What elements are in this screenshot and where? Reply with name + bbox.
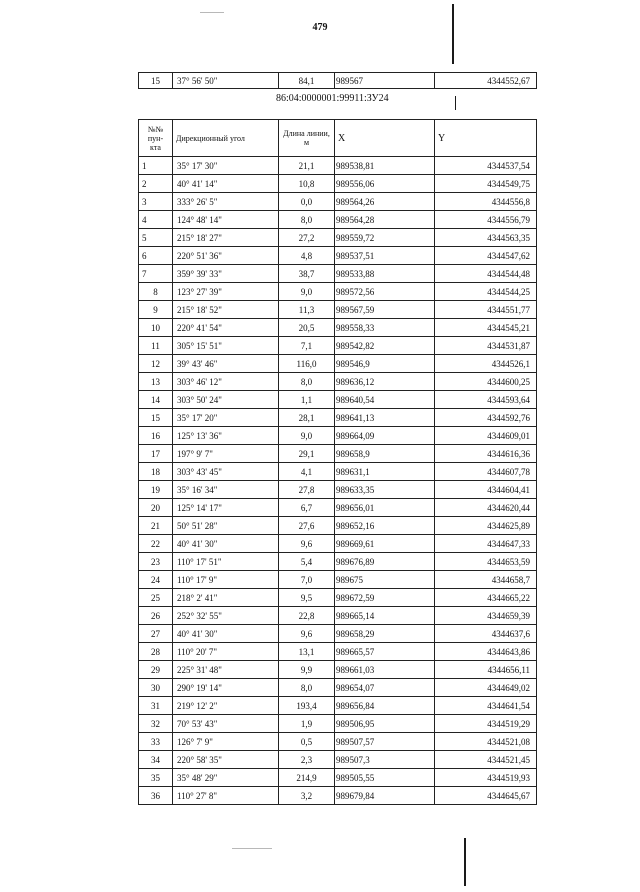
point-number: 15 <box>139 73 173 89</box>
direction-angle: 359° 39' 33" <box>173 265 279 283</box>
coord-x: 989656,84 <box>335 697 435 715</box>
coord-x: 989533,88 <box>335 265 435 283</box>
coord-x: 989654,07 <box>335 679 435 697</box>
line-length: 84,1 <box>279 73 335 89</box>
coord-y: 4344616,36 <box>435 445 537 463</box>
coord-x: 989658,9 <box>335 445 435 463</box>
point-number: 21 <box>139 517 173 535</box>
coord-x: 989507,3 <box>335 751 435 769</box>
direction-angle: 305° 15' 51" <box>173 337 279 355</box>
line-length: 8,0 <box>279 373 335 391</box>
coord-x: 989567,59 <box>335 301 435 319</box>
point-number: 2 <box>139 175 173 193</box>
table-row <box>139 535 537 553</box>
point-number: 33 <box>139 733 173 751</box>
line-length: 10,8 <box>279 175 335 193</box>
coord-x: 989652,16 <box>335 517 435 535</box>
direction-angle: 39° 43' 46" <box>173 355 279 373</box>
point-number: 16 <box>139 427 173 445</box>
point-number: 32 <box>139 715 173 733</box>
direction-angle: 110° 17' 9" <box>173 571 279 589</box>
point-number: 5 <box>139 229 173 247</box>
line-length: 9,9 <box>279 661 335 679</box>
direction-angle: 290° 19' 14" <box>173 679 279 697</box>
point-number: 10 <box>139 319 173 337</box>
coord-y: 4344643,86 <box>435 643 537 661</box>
direction-angle: 40° 41' 30" <box>173 625 279 643</box>
line-length: 214,9 <box>279 769 335 787</box>
point-number: 34 <box>139 751 173 769</box>
line-length: 38,7 <box>279 265 335 283</box>
coord-y: 4344563,35 <box>435 229 537 247</box>
table-row <box>139 751 537 769</box>
direction-angle: 35° 48' 29" <box>173 769 279 787</box>
table-row <box>139 643 537 661</box>
direction-angle: 220° 41' 54" <box>173 319 279 337</box>
coord-y: 4344604,41 <box>435 481 537 499</box>
coord-y: 4344647,33 <box>435 535 537 553</box>
line-length: 0,0 <box>279 193 335 211</box>
point-number: 27 <box>139 625 173 643</box>
line-length: 7,0 <box>279 571 335 589</box>
line-length: 21,1 <box>279 157 335 175</box>
direction-angle: 215° 18' 52" <box>173 301 279 319</box>
line-length: 27,2 <box>279 229 335 247</box>
table-row <box>139 787 537 805</box>
direction-angle: 124° 48' 14" <box>173 211 279 229</box>
point-number: 25 <box>139 589 173 607</box>
coord-y: 4344547,62 <box>435 247 537 265</box>
coord-x: 989542,82 <box>335 337 435 355</box>
table-row <box>139 463 537 481</box>
coord-y: 4344653,59 <box>435 553 537 571</box>
direction-angle: 35° 17' 30" <box>173 157 279 175</box>
scan-edge-line <box>452 4 454 64</box>
line-length: 9,0 <box>279 283 335 301</box>
line-length: 9,6 <box>279 535 335 553</box>
coord-x: 989558,33 <box>335 319 435 337</box>
point-number: 6 <box>139 247 173 265</box>
coord-x: 989507,57 <box>335 733 435 751</box>
coord-y: 4344609,01 <box>435 427 537 445</box>
table-row <box>139 211 537 229</box>
coord-y: 4344556,8 <box>435 193 537 211</box>
parcel-id: 86:04:0000001:99911:ЗУ24 <box>276 93 389 104</box>
direction-angle: 125° 13' 36" <box>173 427 279 445</box>
scan-noise <box>232 848 272 849</box>
coord-y: 4344551,77 <box>435 301 537 319</box>
point-number: 18 <box>139 463 173 481</box>
table-row <box>139 157 537 175</box>
point-number: 4 <box>139 211 173 229</box>
coord-x: 989661,03 <box>335 661 435 679</box>
page-number: 479 <box>312 22 328 33</box>
table-row <box>139 589 537 607</box>
direction-angle: 219° 12' 2" <box>173 697 279 715</box>
point-number: 22 <box>139 535 173 553</box>
line-length: 29,1 <box>279 445 335 463</box>
table-row <box>139 679 537 697</box>
coord-x: 989538,81 <box>335 157 435 175</box>
point-number: 1 <box>139 157 173 175</box>
direction-angle: 220° 51' 36" <box>173 247 279 265</box>
coord-x: 989559,72 <box>335 229 435 247</box>
direction-angle: 125° 14' 17" <box>173 499 279 517</box>
point-number: 3 <box>139 193 173 211</box>
coord-y: 4344526,1 <box>435 355 537 373</box>
point-number: 15 <box>139 409 173 427</box>
line-length: 6,7 <box>279 499 335 517</box>
coord-y: 4344544,48 <box>435 265 537 283</box>
point-number: 28 <box>139 643 173 661</box>
line-length: 4,1 <box>279 463 335 481</box>
coord-y: 4344521,45 <box>435 751 537 769</box>
point-number: 11 <box>139 337 173 355</box>
coord-y: 4344592,76 <box>435 409 537 427</box>
coord-y: 4344607,78 <box>435 463 537 481</box>
coord-x: 989656,01 <box>335 499 435 517</box>
coord-y: 4344544,25 <box>435 283 537 301</box>
header-direction-angle: Дирекционный угол <box>173 120 279 157</box>
table-header-row <box>139 120 537 157</box>
table-row <box>139 715 537 733</box>
line-length: 11,3 <box>279 301 335 319</box>
header-point-number: №№ пун- кта <box>139 120 173 157</box>
direction-angle: 218° 2' 41" <box>173 589 279 607</box>
direction-angle: 110° 20' 7" <box>173 643 279 661</box>
header-x: X <box>335 120 435 157</box>
line-length: 116,0 <box>279 355 335 373</box>
coord-x: 989658,29 <box>335 625 435 643</box>
line-length: 4,8 <box>279 247 335 265</box>
coord-y: 4344625,89 <box>435 517 537 535</box>
table-row <box>139 265 537 283</box>
coord-y: 4344658,7 <box>435 571 537 589</box>
coord-x: 989679,84 <box>335 787 435 805</box>
coord-y: 4344659,39 <box>435 607 537 625</box>
point-number: 9 <box>139 301 173 319</box>
table-row <box>139 625 537 643</box>
point-number: 17 <box>139 445 173 463</box>
coord-y: 4344600,25 <box>435 373 537 391</box>
table-row <box>139 283 537 301</box>
coord-y: 4344545,21 <box>435 319 537 337</box>
table-row <box>139 409 537 427</box>
line-length: 193,4 <box>279 697 335 715</box>
direction-angle: 110° 17' 51" <box>173 553 279 571</box>
table-row <box>139 481 537 499</box>
coord-y: 4344637,6 <box>435 625 537 643</box>
line-length: 2,3 <box>279 751 335 769</box>
point-number: 36 <box>139 787 173 805</box>
table-row <box>139 301 537 319</box>
coord-y: 4344537,54 <box>435 157 537 175</box>
table-row <box>139 769 537 787</box>
line-length: 7,1 <box>279 337 335 355</box>
point-number: 31 <box>139 697 173 715</box>
line-length: 8,0 <box>279 211 335 229</box>
coord-x: 989546,9 <box>335 355 435 373</box>
point-number: 19 <box>139 481 173 499</box>
line-length: 3,2 <box>279 787 335 805</box>
direction-angle: 197° 9' 7" <box>173 445 279 463</box>
line-length: 9,5 <box>279 589 335 607</box>
coordinates-table <box>138 119 537 805</box>
point-number: 35 <box>139 769 173 787</box>
table-row <box>139 499 537 517</box>
table-row <box>139 517 537 535</box>
direction-angle: 303° 50' 24" <box>173 391 279 409</box>
coord-y: 4344519,29 <box>435 715 537 733</box>
direction-angle: 303° 43' 45" <box>173 463 279 481</box>
point-number: 8 <box>139 283 173 301</box>
direction-angle: 35° 17' 20" <box>173 409 279 427</box>
line-length: 27,6 <box>279 517 335 535</box>
coord-y: 4344665,22 <box>435 589 537 607</box>
point-number: 12 <box>139 355 173 373</box>
point-number: 30 <box>139 679 173 697</box>
coord-x: 989564,26 <box>335 193 435 211</box>
direction-angle: 225° 31' 48" <box>173 661 279 679</box>
point-number: 7 <box>139 265 173 283</box>
coord-x: 989641,13 <box>335 409 435 427</box>
continuation-table <box>138 72 537 89</box>
coord-x: 989505,55 <box>335 769 435 787</box>
direction-angle: 220° 58' 35" <box>173 751 279 769</box>
table-row <box>139 73 537 89</box>
coord-x: 989672,59 <box>335 589 435 607</box>
scan-noise <box>200 12 224 13</box>
coord-x: 989572,56 <box>335 283 435 301</box>
direction-angle: 215° 18' 27" <box>173 229 279 247</box>
table-row <box>139 355 537 373</box>
coord-x: 989676,89 <box>335 553 435 571</box>
coord-x: 989640,54 <box>335 391 435 409</box>
direction-angle: 37° 56' 50" <box>173 73 279 89</box>
coord-x: 989636,12 <box>335 373 435 391</box>
coord-x: 989556,06 <box>335 175 435 193</box>
line-length: 9,0 <box>279 427 335 445</box>
scan-edge-line <box>455 96 456 110</box>
direction-angle: 40° 41' 14" <box>173 175 279 193</box>
scan-edge-line <box>464 838 466 886</box>
coord-y: 4344556,79 <box>435 211 537 229</box>
coord-x: 989506,95 <box>335 715 435 733</box>
table-row <box>139 553 537 571</box>
table-row <box>139 445 537 463</box>
direction-angle: 333° 26' 5" <box>173 193 279 211</box>
line-length: 5,4 <box>279 553 335 571</box>
coord-y: 4344656,11 <box>435 661 537 679</box>
coord-x: 989664,09 <box>335 427 435 445</box>
header-line-length: Длина линии, м <box>279 120 335 157</box>
table-row <box>139 427 537 445</box>
coord-y: 4344645,67 <box>435 787 537 805</box>
coord-y: 4344549,75 <box>435 175 537 193</box>
coord-x: 989537,51 <box>335 247 435 265</box>
coord-x: 989669,61 <box>335 535 435 553</box>
coord-x: 989633,35 <box>335 481 435 499</box>
direction-angle: 50° 51' 28" <box>173 517 279 535</box>
coord-y: 4344593,64 <box>435 391 537 409</box>
table-row <box>139 697 537 715</box>
point-number: 14 <box>139 391 173 409</box>
table-row <box>139 319 537 337</box>
table-row <box>139 733 537 751</box>
point-number: 13 <box>139 373 173 391</box>
coord-x: 989564,28 <box>335 211 435 229</box>
point-number: 26 <box>139 607 173 625</box>
coord-x: 989675 <box>335 571 435 589</box>
direction-angle: 110° 27' 8" <box>173 787 279 805</box>
coord-y: 4344620,44 <box>435 499 537 517</box>
direction-angle: 35° 16' 34" <box>173 481 279 499</box>
table-row <box>139 607 537 625</box>
line-length: 20,5 <box>279 319 335 337</box>
table-row <box>139 175 537 193</box>
coord-x: 989665,57 <box>335 643 435 661</box>
point-number: 29 <box>139 661 173 679</box>
coord-y: 4344649,02 <box>435 679 537 697</box>
line-length: 0,5 <box>279 733 335 751</box>
direction-angle: 70° 53' 43" <box>173 715 279 733</box>
direction-angle: 123° 27' 39" <box>173 283 279 301</box>
coord-y: 4344519,93 <box>435 769 537 787</box>
coord-x: 989567 <box>335 73 435 89</box>
line-length: 27,8 <box>279 481 335 499</box>
table-row <box>139 229 537 247</box>
direction-angle: 40° 41' 30" <box>173 535 279 553</box>
point-number: 23 <box>139 553 173 571</box>
direction-angle: 126° 7' 9" <box>173 733 279 751</box>
table-row <box>139 247 537 265</box>
direction-angle: 303° 46' 12" <box>173 373 279 391</box>
header-y: Y <box>435 120 537 157</box>
table-row <box>139 571 537 589</box>
line-length: 28,1 <box>279 409 335 427</box>
line-length: 9,6 <box>279 625 335 643</box>
table-row <box>139 391 537 409</box>
line-length: 8,0 <box>279 679 335 697</box>
table-row <box>139 193 537 211</box>
direction-angle: 252° 32' 55" <box>173 607 279 625</box>
table-row <box>139 373 537 391</box>
point-number: 20 <box>139 499 173 517</box>
line-length: 13,1 <box>279 643 335 661</box>
coord-y: 4344641,54 <box>435 697 537 715</box>
point-number: 24 <box>139 571 173 589</box>
coord-x: 989631,1 <box>335 463 435 481</box>
coord-x: 989665,14 <box>335 607 435 625</box>
line-length: 22,8 <box>279 607 335 625</box>
line-length: 1,1 <box>279 391 335 409</box>
line-length: 1,9 <box>279 715 335 733</box>
coord-y: 4344531,87 <box>435 337 537 355</box>
coord-y: 4344552,67 <box>435 73 537 89</box>
coord-y: 4344521,08 <box>435 733 537 751</box>
table-row <box>139 661 537 679</box>
table-row <box>139 337 537 355</box>
